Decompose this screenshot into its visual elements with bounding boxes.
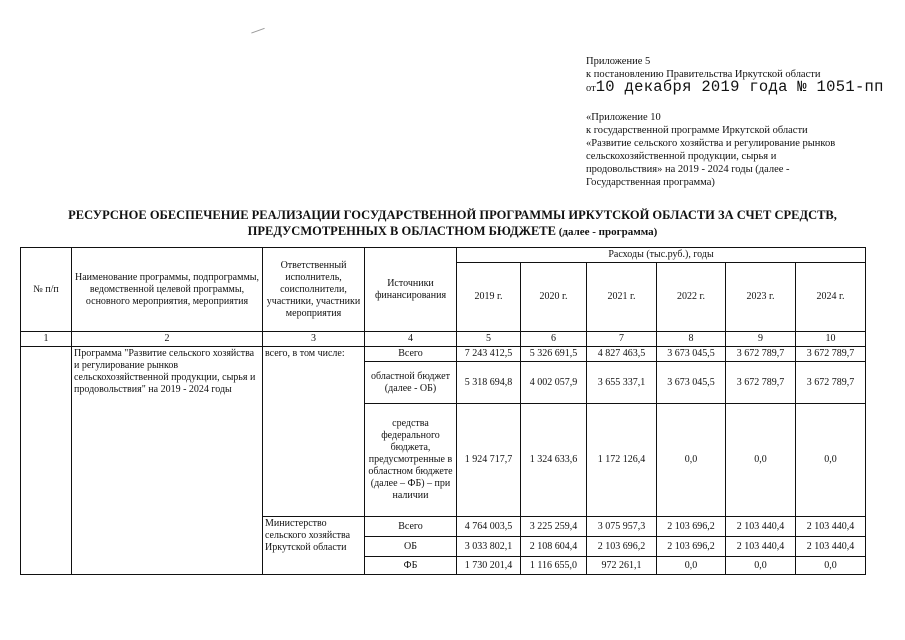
appendix-line: Приложение 5 <box>586 56 651 67</box>
col-number: 2 <box>72 332 263 347</box>
value-cell: 5 318 694,8 <box>457 362 521 404</box>
source-cell: средства федерального бюджета, предусмотренные в областном бюджете (далее – ФБ) – при наличии <box>365 404 457 517</box>
source-cell: ОБ <box>365 537 457 557</box>
title-line-2-suffix: (далее - программа) <box>556 226 658 238</box>
value-cell: 2 103 696,2 <box>657 517 726 537</box>
col-number: 8 <box>657 332 726 347</box>
scan-mark <box>251 28 267 39</box>
appendix-line: к постановлению Правительства Иркутской области <box>586 69 821 80</box>
value-cell: 972 261,1 <box>587 557 657 575</box>
appendix-line: продовольствия» на 2019 - 2024 годы (далее - <box>586 164 790 175</box>
value-cell: 3 673 045,5 <box>657 362 726 404</box>
source-cell: ФБ <box>365 557 457 575</box>
value-cell: 2 103 440,4 <box>796 537 866 557</box>
header-year: 2024 г. <box>796 263 866 332</box>
col-number: 7 <box>587 332 657 347</box>
header-year: 2022 г. <box>657 263 726 332</box>
table-row <box>21 347 866 362</box>
source-cell: Всего <box>365 347 457 362</box>
col-number: 9 <box>726 332 796 347</box>
value-cell: 1 116 655,0 <box>521 557 587 575</box>
value-cell: 5 326 691,5 <box>521 347 587 362</box>
appendix-date-line <box>586 78 884 96</box>
value-cell: 3 672 789,7 <box>726 347 796 362</box>
col-number: 1 <box>21 332 72 347</box>
title-line-2 <box>20 223 885 240</box>
value-cell: 3 672 789,7 <box>796 362 866 404</box>
value-cell: 2 103 696,2 <box>587 537 657 557</box>
value-cell: 1 924 717,7 <box>457 404 521 517</box>
value-cell: 3 672 789,7 <box>726 362 796 404</box>
value-cell: 1 172 126,4 <box>587 404 657 517</box>
row-number-cell <box>21 347 72 575</box>
value-cell: 1 730 201,4 <box>457 557 521 575</box>
value-cell: 2 103 440,4 <box>726 537 796 557</box>
appendix-date-number: 10 декабря 2019 года № 1051-пп <box>595 78 884 96</box>
title-line-1: РЕСУРСНОЕ ОБЕСПЕЧЕНИЕ РЕАЛИЗАЦИИ ГОСУДАРСТВЕННОЙ ПРОГРАММЫ ИРКУТСКОЙ ОБЛАСТИ ЗА СЧЕТ СРЕДСТВ, <box>68 208 837 222</box>
value-cell: 3 225 259,4 <box>521 517 587 537</box>
header-num: № п/п <box>21 248 72 332</box>
responsible-cell: всего, в том числе: <box>263 347 365 517</box>
value-cell: 0,0 <box>726 404 796 517</box>
program-name: Программа "Развитие сельского хозяйства и регулирование рынков сельскохозяйственной продукции, сырья и продовольствия" на 2019 - 2024 годы <box>72 347 263 575</box>
appendix-line: «Развитие сельского хозяйства и регулирование рынков <box>586 138 836 149</box>
title-line-2-main: ПРЕДУСМОТРЕННЫХ В ОБЛАСТНОМ БЮДЖЕТЕ <box>247 224 556 238</box>
value-cell: 0,0 <box>657 404 726 517</box>
page-title <box>20 207 885 240</box>
value-cell: 7 243 412,5 <box>457 347 521 362</box>
col-number: 6 <box>521 332 587 347</box>
value-cell: 3 673 045,5 <box>657 347 726 362</box>
header-year: 2021 г. <box>587 263 657 332</box>
resource-table <box>20 247 866 575</box>
header-sources: Источники финансирования <box>365 248 457 332</box>
value-cell: 3 075 957,3 <box>587 517 657 537</box>
appendix-line: «Приложение 10 <box>586 112 661 123</box>
col-number: 5 <box>457 332 521 347</box>
value-cell: 4 764 003,5 <box>457 517 521 537</box>
col-number: 10 <box>796 332 866 347</box>
value-cell: 4 002 057,9 <box>521 362 587 404</box>
value-cell: 0,0 <box>726 557 796 575</box>
value-cell: 3 655 337,1 <box>587 362 657 404</box>
appendix-line: сельскохозяйственной продукции, сырья и <box>586 151 777 162</box>
column-number-row <box>21 332 866 347</box>
header-year: 2019 г. <box>457 263 521 332</box>
value-cell: 2 103 440,4 <box>726 517 796 537</box>
appendix-line: Государственная программа) <box>586 177 715 188</box>
appendix-date-prefix: от <box>586 83 596 94</box>
source-cell: Всего <box>365 517 457 537</box>
header-expenses: Расходы (тыс.руб.), годы <box>457 248 866 263</box>
appendix-block <box>586 55 884 189</box>
header-year: 2023 г. <box>726 263 796 332</box>
value-cell: 1 324 633,6 <box>521 404 587 517</box>
source-cell: областной бюджет (далее - ОБ) <box>365 362 457 404</box>
col-number: 3 <box>263 332 365 347</box>
responsible-cell: Министерство сельского хозяйства Иркутской области <box>263 517 365 575</box>
header-row <box>21 248 866 263</box>
header-responsible: Ответственный исполнитель, соисполнители, участники, участники мероприятия <box>263 248 365 332</box>
value-cell: 2 108 604,4 <box>521 537 587 557</box>
appendix-line: к государственной программе Иркутской области <box>586 125 808 136</box>
value-cell: 3 672 789,7 <box>796 347 866 362</box>
value-cell: 0,0 <box>657 557 726 575</box>
header-year: 2020 г. <box>521 263 587 332</box>
value-cell: 4 827 463,5 <box>587 347 657 362</box>
value-cell: 0,0 <box>796 404 866 517</box>
value-cell: 2 103 696,2 <box>657 537 726 557</box>
col-number: 4 <box>365 332 457 347</box>
value-cell: 3 033 802,1 <box>457 537 521 557</box>
value-cell: 2 103 440,4 <box>796 517 866 537</box>
header-name: Наименование программы, подпрограммы, ведомственной целевой программы, основного мероприятия, мероприятия <box>72 248 263 332</box>
value-cell: 0,0 <box>796 557 866 575</box>
